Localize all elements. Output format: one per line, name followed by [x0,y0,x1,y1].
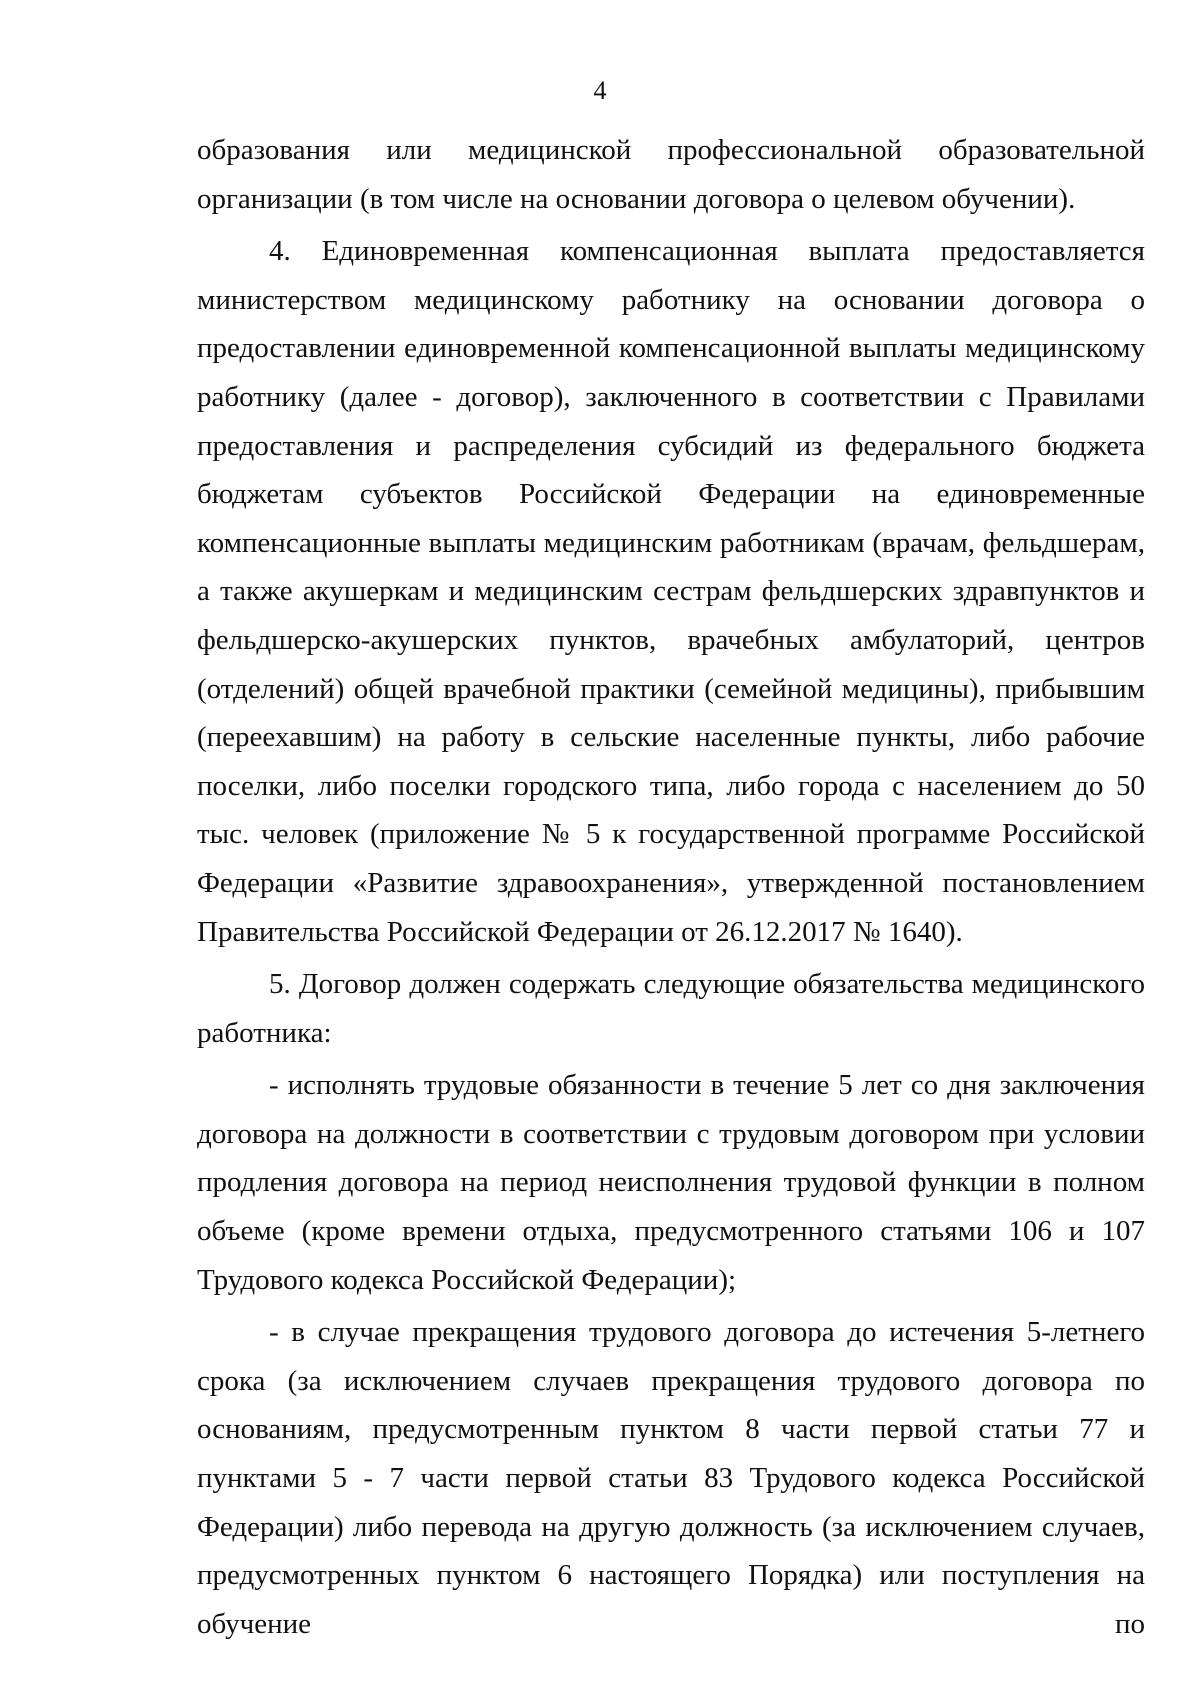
paragraph-obligation-1: - исполнять трудовые обязанности в течение 5 лет со дня заключения договора на должности в соответствии с трудовым договором при условии продления договора на период неисполнения трудовой функции в полном объеме (кроме времени отдыха, предусмотренного статьями 106 и 107 Трудового кодекса Российской Федерации); [197,1069,1145,1296]
document-body [197,126,1145,1648]
paragraph-item-4: 4. Единовременная компенсационная выплата предоставляется министерством медицинскому работнику на основании договора о предоставлении единовременной компенсационной выплаты медицинскому работнику (далее - договор), заключенного в соответствии с Правилами предоставления и распределения субсидий из федерального бюджета бюджетам субъектов Российской Федерации на единовременные компенсационные выплаты медицинским работникам (врачам, фельдшерам, а также акушеркам и медицинским сестрам фельдшерских здравпунктов и фельдшерско-акушерских пунктов, врачебных амбулаторий, центров (отделений) общей врачебной практики (семейной медицины), прибывшим (переехавшим) на работу в сельские населенные пункты, либо рабочие поселки, либо поселки городского типа, либо города с населением до 50 тыс. человек (приложение № 5 к государственной программе Российской Федерации «Развитие здравоохранения», утвержденной постановлением Правительства Российской Федерации от 26.12.2017 № 1640). [197,235,1145,948]
paragraph-item-5: 5. Договор должен содержать следующие обязательства медицинского работника: [197,968,1145,1049]
paragraph-obligation-2: - в случае прекращения трудового договора до истечения 5-летнего срока (за исключением случаев прекращения трудового договора по основаниям, предусмотренным пунктом 8 части первой статьи 77 и пунктами 5 - 7 части первой статьи 83 Трудового кодекса Российской Федерации) либо перевода на другую должность (за исключением случаев, предусмотренных пунктом 6 настоящего Порядка) или поступления на обучение по [197,1316,1145,1640]
page-number: 4 [593,76,607,105]
paragraph-continuation: образования или медицинской профессиональной образовательной организации (в том числе на основании договора о целевом обучении). [197,134,1145,215]
